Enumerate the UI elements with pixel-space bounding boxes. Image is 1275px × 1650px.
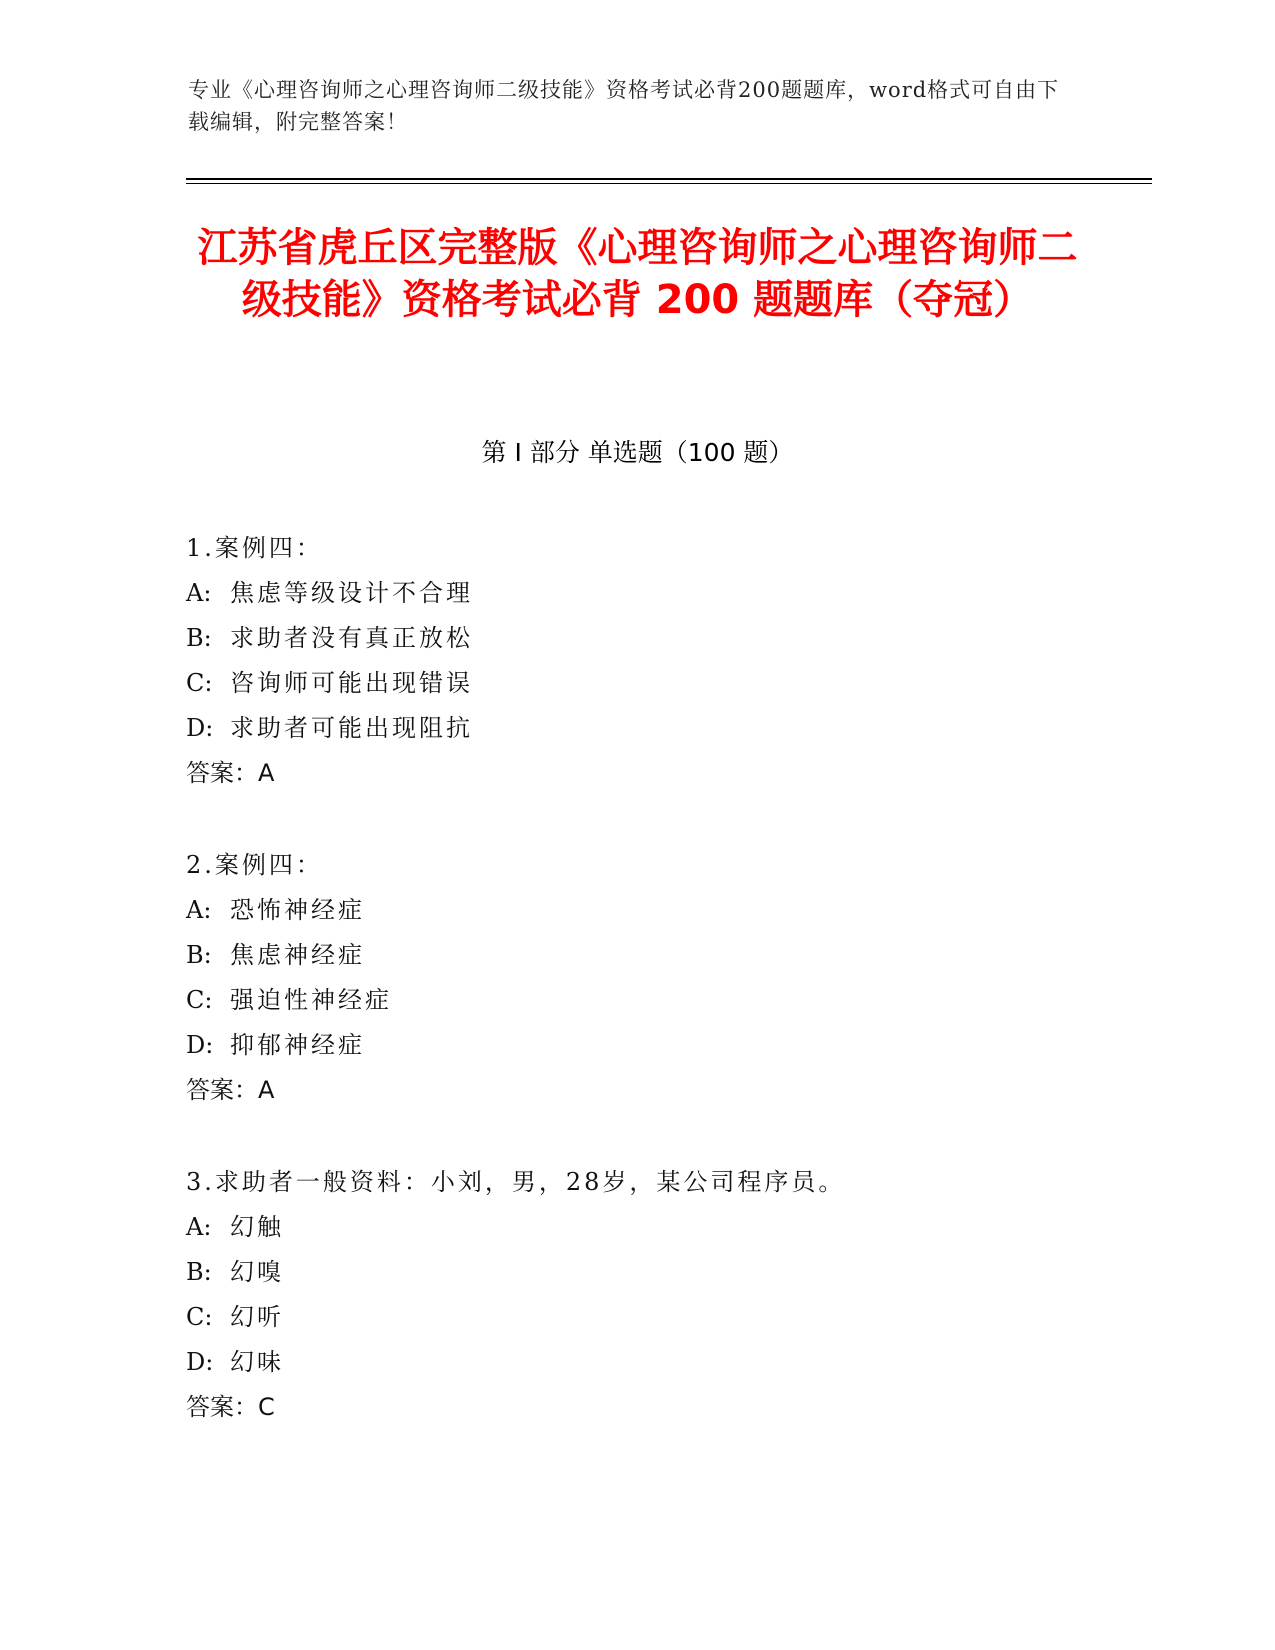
option-text: 焦虑神经症 <box>230 941 365 969</box>
answer-label: 答案：A <box>186 1076 275 1104</box>
option-d <box>186 706 1086 751</box>
option-letter: C: <box>186 669 213 697</box>
option-text: 求助者可能出现阻抗 <box>230 714 473 742</box>
option-c <box>186 1295 1086 1340</box>
option-d <box>186 1023 1086 1068</box>
header-note: 专业《心理咨询师之心理咨询师二级技能》资格考试必背200题题库，word格式可自由下载编辑，附完整答案！ <box>188 78 1060 134</box>
option-a <box>186 1205 1086 1250</box>
option-text: 恐怖神经症 <box>230 896 365 924</box>
option-text: 咨询师可能出现错误 <box>230 669 473 697</box>
option-b <box>186 933 1086 978</box>
option-letter: D: <box>186 714 214 742</box>
option-b <box>186 616 1086 661</box>
option-text: 幻触 <box>230 1213 284 1241</box>
option-b <box>186 1250 1086 1295</box>
option-text: 抑郁神经症 <box>230 1031 365 1059</box>
question-list <box>186 526 1086 1477</box>
answer-label: 答案：A <box>186 759 275 787</box>
question-stem: 3.求助者一般资料：小刘，男，28岁，某公司程序员。 <box>186 1168 846 1196</box>
answer-label: 答案：C <box>186 1393 275 1421</box>
option-text: 幻听 <box>230 1303 284 1331</box>
header-divider-thin <box>186 183 1152 184</box>
option-d <box>186 1340 1086 1385</box>
option-a <box>186 571 1086 616</box>
option-c <box>186 661 1086 706</box>
option-letter: A: <box>186 579 212 607</box>
option-letter: A: <box>186 896 212 924</box>
option-text: 求助者没有真正放松 <box>230 624 473 652</box>
option-letter: D: <box>186 1031 214 1059</box>
option-letter: B: <box>186 624 212 652</box>
option-letter: C: <box>186 1303 213 1331</box>
question-item <box>186 843 1086 1113</box>
question-item <box>186 1160 1086 1430</box>
option-letter: A: <box>186 1213 212 1241</box>
option-letter: C: <box>186 986 213 1014</box>
question-stem: 1.案例四： <box>186 534 323 562</box>
option-letter: B: <box>186 1258 212 1286</box>
question-stem: 2.案例四： <box>186 851 323 879</box>
option-letter: B: <box>186 941 212 969</box>
option-text: 焦虑等级设计不合理 <box>230 579 473 607</box>
option-a <box>186 888 1086 933</box>
option-c <box>186 978 1086 1023</box>
section-heading: 第 I 部分 单选题（100 题） <box>481 438 794 467</box>
option-text: 幻味 <box>230 1348 284 1376</box>
option-text: 强迫性神经症 <box>230 986 392 1014</box>
option-text: 幻嗅 <box>230 1258 284 1286</box>
header-divider-thick <box>186 178 1152 180</box>
option-letter: D: <box>186 1348 214 1376</box>
question-item <box>186 526 1086 796</box>
document-title: 江苏省虎丘区完整版《心理咨询师之心理咨询师二级技能》资格考试必背 200 题题库（夺冠） <box>197 225 1078 323</box>
